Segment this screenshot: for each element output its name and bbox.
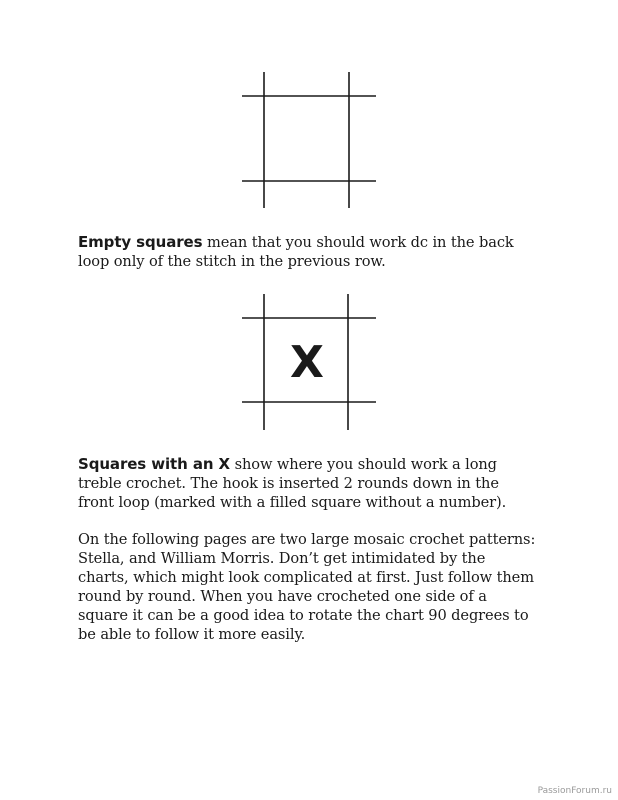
watermark: PassionForum.ru (537, 786, 612, 796)
x-squares-term: Squares with an X (78, 455, 231, 473)
empty-squares-paragraph (78, 233, 538, 271)
x-square-symbol (240, 292, 380, 432)
empty-square-symbol (240, 70, 380, 210)
x-mark: X (290, 337, 324, 388)
x-squares-paragraph (78, 455, 538, 512)
empty-squares-description: mean that you should work dc in the back loop only of the stitch in the previous row. (78, 234, 514, 270)
x-squares-description: show where you should work a long treble crochet. The hook is inserted 2 rounds down in the front loop (marked with a filled square without a number). (78, 456, 507, 511)
empty-squares-term: Empty squares (78, 233, 203, 251)
intro-paragraph: On the following pages are two large mosaic crochet patterns: Stella, and William Morris. Don’t get intimidated by the charts, which might look complicated at first. Just follow them round by round. When you have crocheted one side of a square it can be a good idea to rotate the chart 90 degrees to be able to follow it more easily. (78, 531, 536, 643)
